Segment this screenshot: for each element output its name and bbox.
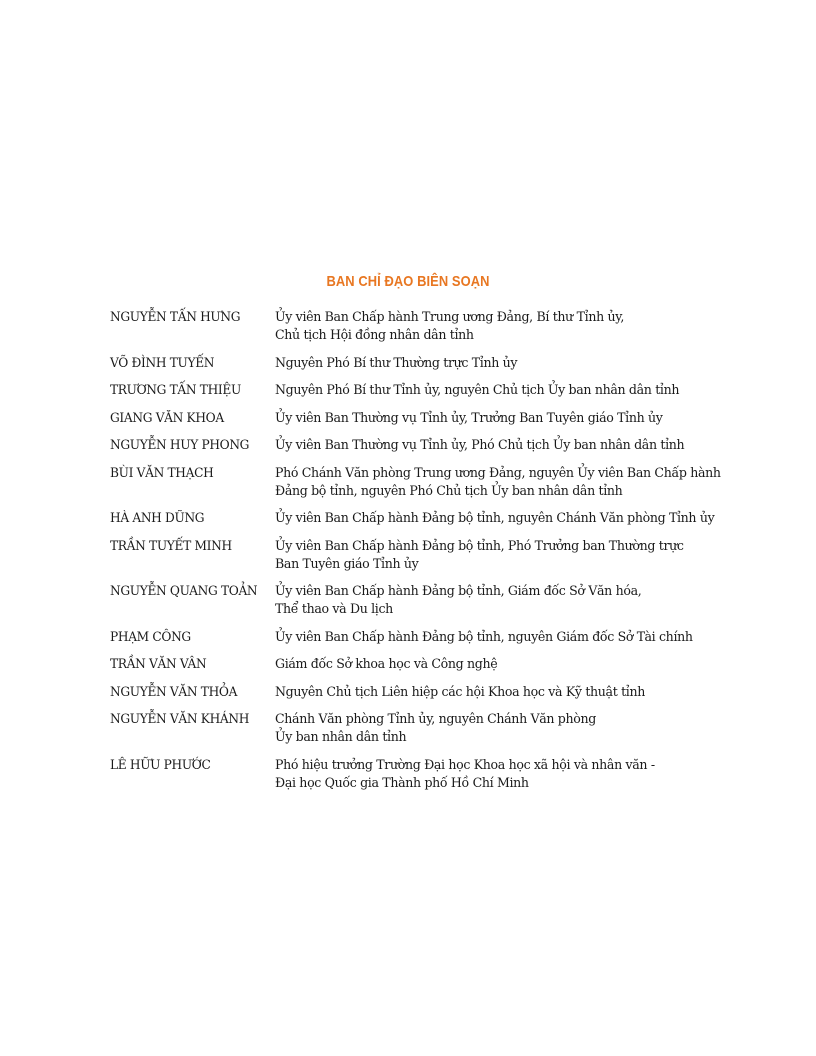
member-row <box>110 582 730 618</box>
member-row <box>110 464 730 500</box>
member-row <box>110 409 730 427</box>
member-role-line: Ủy viên Ban Thường vụ Tỉnh ủy, Trưởng Ban Tuyên giáo Tỉnh ủy <box>275 409 663 425</box>
member-role-line: Ủy viên Ban Chấp hành Trung ương Đảng, Bí thư Tỉnh ủy, <box>275 309 624 324</box>
member-role-line: Ban Tuyên giáo Tỉnh ủy <box>275 555 419 571</box>
member-name: NGUYỄN TẤN HƯNG <box>110 309 241 324</box>
member-role-line: Ủy viên Ban Chấp hành Đảng bộ tỉnh, nguyên Giám đốc Sở Tài chính <box>275 628 693 644</box>
member-role-line: Đảng bộ tỉnh, nguyên Phó Chủ tịch Ủy ban nhân dân tỉnh <box>275 482 623 498</box>
member-role <box>275 537 730 573</box>
member-role <box>275 683 730 701</box>
member-role-line: Phó hiệu trưởng Trường Đại học Khoa học xã hội và nhân văn - <box>275 756 655 772</box>
member-role <box>275 582 730 618</box>
member-role <box>275 436 730 454</box>
member-role <box>275 655 730 673</box>
member-role-line: Nguyên Chủ tịch Liên hiệp các hội Khoa học và Kỹ thuật tỉnh <box>275 683 645 699</box>
member-row <box>110 509 730 527</box>
member-name: LÊ HỮU PHƯỚC <box>110 756 211 772</box>
member-role <box>275 710 730 746</box>
member-role-line: Ủy ban nhân dân tỉnh <box>275 729 407 744</box>
member-name: NGUYỄN VĂN KHÁNH <box>110 711 250 726</box>
member-role-line: Nguyên Phó Bí thư Thường trực Tỉnh ủy <box>275 354 518 370</box>
member-name: TRẦN VĂN VÂN <box>110 656 207 671</box>
member-role-line: Nguyên Phó Bí thư Tỉnh ủy, nguyên Chủ tịch Ủy ban nhân dân tỉnh <box>275 382 680 397</box>
member-role-line: Thể thao và Du lịch <box>275 601 393 616</box>
member-role-line: Ủy viên Ban Chấp hành Đảng bộ tỉnh, nguyên Chánh Văn phòng Tỉnh ủy <box>275 510 715 525</box>
member-role <box>275 628 730 646</box>
member-role-line: Ủy viên Ban Chấp hành Đảng bộ tỉnh, Giám đốc Sở Văn hóa, <box>275 583 642 598</box>
member-row <box>110 756 730 792</box>
member-row <box>110 436 730 454</box>
member-row <box>110 628 730 646</box>
member-row <box>110 537 730 573</box>
member-name: PHẠM CÔNG <box>110 628 191 644</box>
member-row <box>110 308 730 344</box>
member-role <box>275 509 730 527</box>
member-role-line: Đại học Quốc gia Thành phố Hồ Chí Minh <box>275 774 529 790</box>
member-row <box>110 381 730 399</box>
member-row <box>110 655 730 673</box>
member-role <box>275 756 730 792</box>
member-row <box>110 683 730 701</box>
member-role-line: Giám đốc Sở khoa học và Công nghệ <box>275 656 498 671</box>
member-role-line: Ủy viên Ban Thường vụ Tỉnh ủy, Phó Chủ tịch Ủy ban nhân dân tỉnh <box>275 437 685 452</box>
member-role <box>275 308 730 344</box>
member-role <box>275 409 730 427</box>
member-name: NGUYỄN HUY PHONG <box>110 437 250 452</box>
member-name: NGUYỄN QUANG TOẢN <box>110 583 258 598</box>
member-role-line: Phó Chánh Văn phòng Trung ương Đảng, nguyên Ủy viên Ban Chấp hành <box>275 464 721 480</box>
member-name: BÙI VĂN THẠCH <box>110 464 214 480</box>
member-name: GIANG VĂN KHOA <box>110 409 224 425</box>
member-role <box>275 354 730 372</box>
member-role-line: Chánh Văn phòng Tỉnh ủy, nguyên Chánh Văn phòng <box>275 711 596 726</box>
member-role-line: Chủ tịch Hội đồng nhân dân tỉnh <box>275 327 474 342</box>
member-name: NGUYỄN VĂN THỎA <box>110 683 238 699</box>
member-role <box>275 464 730 500</box>
member-role <box>275 381 730 399</box>
member-roster <box>110 308 730 801</box>
member-name: VÕ ĐÌNH TUYẾN <box>110 354 215 370</box>
member-role-line: Ủy viên Ban Chấp hành Đảng bộ tỉnh, Phó Trưởng ban Thường trực <box>275 537 684 553</box>
member-row <box>110 710 730 746</box>
member-name: HÀ ANH DŨNG <box>110 510 205 525</box>
section-heading: BAN CHỈ ĐẠO BIÊN SOẠN <box>326 273 490 290</box>
member-row <box>110 354 730 372</box>
member-name: TRƯƠNG TẤN THIỆU <box>110 382 241 397</box>
member-name: TRẦN TUYẾT MINH <box>110 537 232 553</box>
